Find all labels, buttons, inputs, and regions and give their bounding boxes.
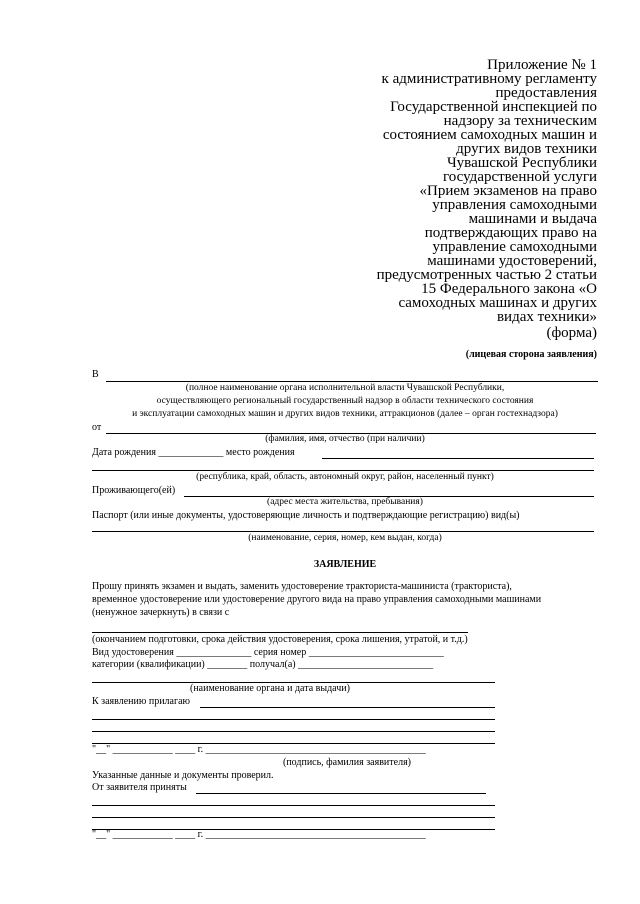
attach-label: К заявлению прилагаю xyxy=(92,696,190,707)
accepted-field-3[interactable] xyxy=(92,817,495,818)
date-signature-line[interactable]: "__" ____________ ____ г. ____________________________________________ xyxy=(92,744,426,755)
header-line-1: Приложение № 1 xyxy=(487,57,597,73)
header-line-8: Чувашской Республики xyxy=(446,155,597,171)
issuer-hint: (наименование органа и дата выдачи) xyxy=(190,683,350,694)
form-label: (форма) xyxy=(546,325,597,341)
birth-date-label: Дата рождения _____________ место рождения xyxy=(92,447,295,458)
header-line-7: других видов техники xyxy=(456,141,597,157)
attachments-field-1[interactable] xyxy=(200,707,495,708)
reason-field[interactable] xyxy=(92,632,468,633)
region-hint: (республика, край, область, автономный округ, район, населенный пункт) xyxy=(196,472,494,482)
birth-place-field[interactable] xyxy=(322,458,594,459)
attachments-field-3[interactable] xyxy=(92,731,495,732)
accepted-label: От заявителя приняты xyxy=(92,782,187,793)
header-line-12: машинами и выдача xyxy=(468,211,597,227)
header-line-11: управления самоходными xyxy=(432,197,597,213)
reason-hint: (окончанием подготовки, срока действия удостоверения, срока лишения, утратой, и т.д.) xyxy=(92,634,468,645)
header-line-13: подтверждающих право на xyxy=(424,225,597,241)
statement-text-3: (ненужное зачеркнуть) в связи с xyxy=(92,607,230,618)
statement-title: ЗАЯВЛЕНИЕ xyxy=(313,559,377,570)
address-hint: (адрес места жительства, пребывания) xyxy=(267,497,423,507)
checked-label: Указанные данные и документы проверил. xyxy=(92,770,274,781)
organ-hint-2: осуществляющего региональный государственный надзор в области технического состояния xyxy=(156,396,534,406)
header-line-4: Государственной инспекцией по xyxy=(390,99,597,115)
from-prefix: от xyxy=(92,422,102,433)
header-line-14: управление самоходными xyxy=(432,239,597,255)
attachments-field-2[interactable] xyxy=(92,719,495,720)
statement-text-1: Прошу принять экзамен и выдать, заменить удостоверение тракториста-машиниста (тракториста), xyxy=(92,581,512,592)
organ-hint-1: (полное наименование органа исполнительной власти Чувашской Республики, xyxy=(185,383,505,393)
to-prefix: В xyxy=(92,369,99,380)
date-signature-line-2[interactable]: "__" ____________ ____ г. ____________________________________________ xyxy=(92,829,426,840)
cert-type-line[interactable]: Вид удостоверения _______________ серия номер ___________________________ xyxy=(92,647,444,658)
header-line-6: состоянием самоходных машин и xyxy=(382,127,597,143)
header-line-16: предусмотренных частью 2 статьи xyxy=(376,267,597,283)
signature-hint: (подпись, фамилия заявителя) xyxy=(283,757,412,768)
birth-place-field-2[interactable] xyxy=(92,470,594,471)
accepted-field-2[interactable] xyxy=(92,805,495,806)
accepted-field-1[interactable] xyxy=(196,793,486,794)
header-line-2: к административному регламенту xyxy=(381,71,597,87)
header-line-10: «Прием экзаменов на право xyxy=(419,183,597,199)
passport-field[interactable] xyxy=(92,531,594,532)
categories-line[interactable]: категории (квалификации) ________ получал(а) ___________________________ xyxy=(92,659,434,670)
header-line-15: машинами удостоверений, xyxy=(427,253,597,269)
statement-text-2: временное удостоверение или удостоверение другого вида на право управления самоходными машинами xyxy=(92,594,542,605)
header-line-5: надзору за техническим xyxy=(443,113,597,129)
name-hint: (фамилия, имя, отчество (при наличии) xyxy=(265,434,425,444)
passport-label: Паспорт (или иные документы, удостоверяющие личность и подтверждающие регистрацию) вид(ы) xyxy=(92,510,520,521)
passport-hint: (наименование, серия, номер, кем выдан, когда) xyxy=(248,533,442,543)
header-line-9: государственной услуги xyxy=(443,169,597,185)
header-line-3: предоставления xyxy=(495,85,597,101)
header-line-18: самоходных машинах и других xyxy=(398,295,597,311)
header-line-19: видах техники» xyxy=(496,309,597,325)
organ-field[interactable] xyxy=(106,381,598,382)
residing-label: Проживающего(ей) xyxy=(92,485,176,496)
organ-hint-3: и эксплуатации самоходных машин и других видов техники, аттракционов (далее – орган гостехнадзора) xyxy=(132,409,558,419)
side-label: (лицевая сторона заявления) xyxy=(465,349,597,360)
header-line-17: 15 Федерального закона «О xyxy=(421,281,597,297)
